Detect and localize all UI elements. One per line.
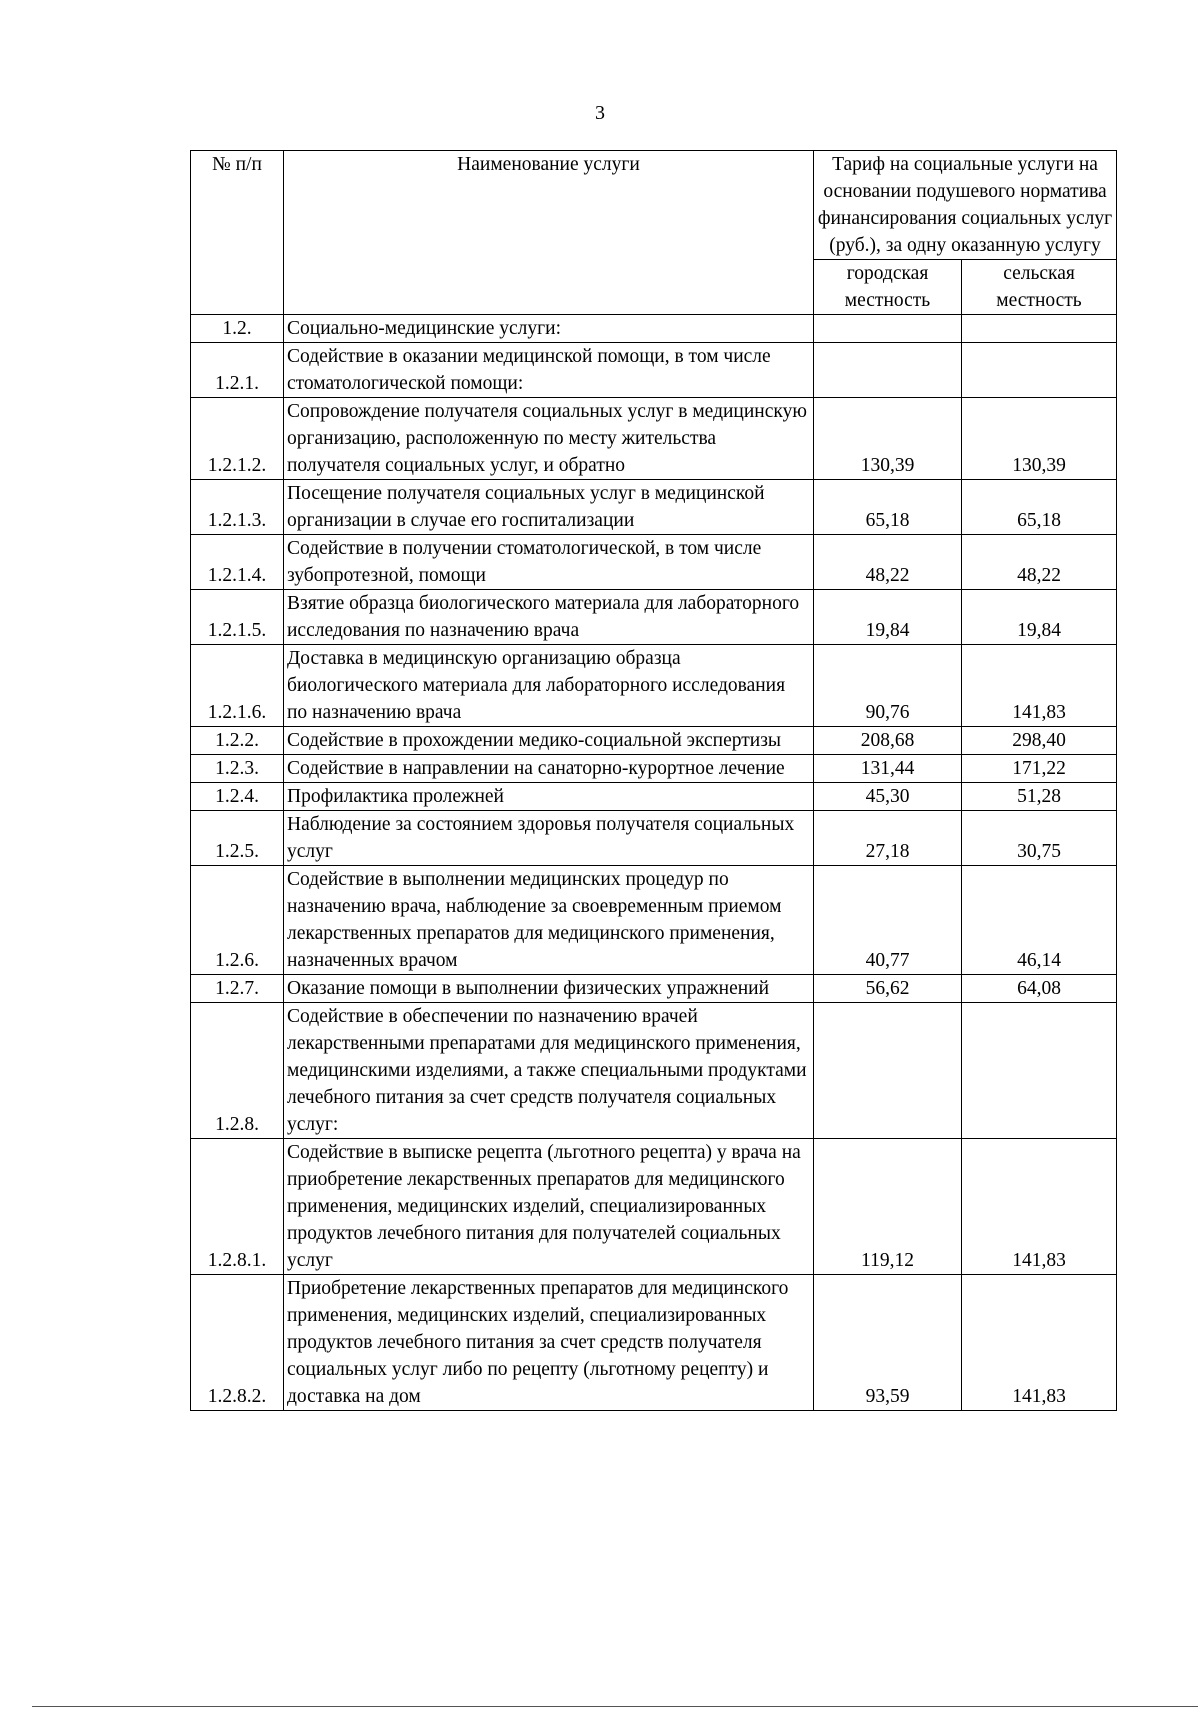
table-row [191, 398, 1117, 480]
urban-tariff: 208,68 [814, 727, 962, 755]
urban-tariff: 93,59 [814, 1275, 962, 1411]
service-name: Содействие в выписке рецепта (льготного рецепта) у врача на приобретение лекарственных препаратов для медицинского применения, медицинских изделий, специализированных продуктов лечебного питания для получателей социальных услуг [284, 1139, 814, 1275]
row-number: 1.2.8. [191, 1003, 284, 1139]
row-number: 1.2.5. [191, 811, 284, 866]
tariff-table [190, 150, 1117, 1411]
page-bottom-rule [32, 1706, 1198, 1707]
urban-tariff: 19,84 [814, 590, 962, 645]
rural-tariff: 171,22 [962, 755, 1117, 783]
urban-tariff: 130,39 [814, 398, 962, 480]
row-number: 1.2.7. [191, 975, 284, 1003]
row-number: 1.2.6. [191, 866, 284, 975]
table-row [191, 343, 1117, 398]
page-number: 3 [595, 102, 605, 124]
service-name: Содействие в направлении на санаторно-курортное лечение [284, 755, 814, 783]
table-body [191, 315, 1117, 1411]
urban-tariff: 45,30 [814, 783, 962, 811]
table-row [191, 975, 1117, 1003]
urban-tariff [814, 343, 962, 398]
service-name: Профилактика пролежней [284, 783, 814, 811]
urban-tariff: 90,76 [814, 645, 962, 727]
urban-tariff: 27,18 [814, 811, 962, 866]
table-row [191, 1003, 1117, 1139]
table-row [191, 866, 1117, 975]
rural-tariff: 51,28 [962, 783, 1117, 811]
urban-tariff: 119,12 [814, 1139, 962, 1275]
service-name: Оказание помощи в выполнении физических упражнений [284, 975, 814, 1003]
header-urban: городская местность [814, 260, 962, 315]
table-row [191, 315, 1117, 343]
service-name: Содействие в получении стоматологической, в том числе зубопротезной, помощи [284, 535, 814, 590]
rural-tariff: 30,75 [962, 811, 1117, 866]
row-number: 1.2.1. [191, 343, 284, 398]
service-name: Социально-медицинские услуги: [284, 315, 814, 343]
row-number: 1.2.1.5. [191, 590, 284, 645]
row-number: 1.2.1.6. [191, 645, 284, 727]
row-number: 1.2.2. [191, 727, 284, 755]
urban-tariff: 56,62 [814, 975, 962, 1003]
service-name: Посещение получателя социальных услуг в медицинской организации в случае его госпитализации [284, 480, 814, 535]
rural-tariff [962, 343, 1117, 398]
urban-tariff: 48,22 [814, 535, 962, 590]
service-name: Содействие в выполнении медицинских процедур по назначению врача, наблюдение за своевременным приемом лекарственных препаратов для медицинского применения, назначенных врачом [284, 866, 814, 975]
row-number: 1.2.8.1. [191, 1139, 284, 1275]
urban-tariff [814, 1003, 962, 1139]
table-row [191, 1275, 1117, 1411]
service-name: Содействие в оказании медицинской помощи, в том числе стоматологической помощи: [284, 343, 814, 398]
rural-tariff: 298,40 [962, 727, 1117, 755]
table-row [191, 811, 1117, 866]
table-row [191, 535, 1117, 590]
row-number: 1.2.3. [191, 755, 284, 783]
table-row [191, 1139, 1117, 1275]
row-number: 1.2.1.4. [191, 535, 284, 590]
table-row [191, 590, 1117, 645]
rural-tariff: 64,08 [962, 975, 1117, 1003]
rural-tariff: 48,22 [962, 535, 1117, 590]
header-number: № п/п [191, 151, 284, 315]
rural-tariff [962, 1003, 1117, 1139]
service-name: Содействие в обеспечении по назначению врачей лекарственными препаратами для медицинского применения, медицинскими изделиями, а также специальными продуктами лечебного питания за счет средств получателя социальных услуг: [284, 1003, 814, 1139]
service-name: Приобретение лекарственных препаратов для медицинского применения, медицинских изделий, специализированных продуктов лечебного питания за счет средств получателя социальных услуг либо по рецепту (льготному рецепту) и доставка на дом [284, 1275, 814, 1411]
urban-tariff [814, 315, 962, 343]
header-service-name: Наименование услуги [284, 151, 814, 315]
service-name: Содействие в прохождении медико-социальной экспертизы [284, 727, 814, 755]
row-number: 1.2.8.2. [191, 1275, 284, 1411]
rural-tariff: 46,14 [962, 866, 1117, 975]
service-name: Доставка в медицинскую организацию образца биологического материала для лабораторного исследования по назначению врача [284, 645, 814, 727]
table-row [191, 755, 1117, 783]
rural-tariff: 141,83 [962, 645, 1117, 727]
rural-tariff: 141,83 [962, 1275, 1117, 1411]
row-number: 1.2. [191, 315, 284, 343]
service-name: Наблюдение за состоянием здоровья получателя социальных услуг [284, 811, 814, 866]
service-name: Взятие образца биологического материала для лабораторного исследования по назначению врача [284, 590, 814, 645]
rural-tariff: 19,84 [962, 590, 1117, 645]
urban-tariff: 65,18 [814, 480, 962, 535]
rural-tariff [962, 315, 1117, 343]
rural-tariff: 65,18 [962, 480, 1117, 535]
urban-tariff: 131,44 [814, 755, 962, 783]
table-row [191, 727, 1117, 755]
table-row [191, 480, 1117, 535]
table-row [191, 783, 1117, 811]
table-row [191, 645, 1117, 727]
urban-tariff: 40,77 [814, 866, 962, 975]
header-rural: сельская местность [962, 260, 1117, 315]
row-number: 1.2.1.2. [191, 398, 284, 480]
rural-tariff: 130,39 [962, 398, 1117, 480]
row-number: 1.2.1.3. [191, 480, 284, 535]
row-number: 1.2.4. [191, 783, 284, 811]
header-tariff: Тариф на социальные услуги на основании подушевого норматива финансирования социальных услуг (руб.), за одну оказанную услугу [814, 151, 1117, 260]
service-name: Сопровождение получателя социальных услуг в медицинскую организацию, расположенную по месту жительства получателя социальных услуг, и обратно [284, 398, 814, 480]
rural-tariff: 141,83 [962, 1139, 1117, 1275]
